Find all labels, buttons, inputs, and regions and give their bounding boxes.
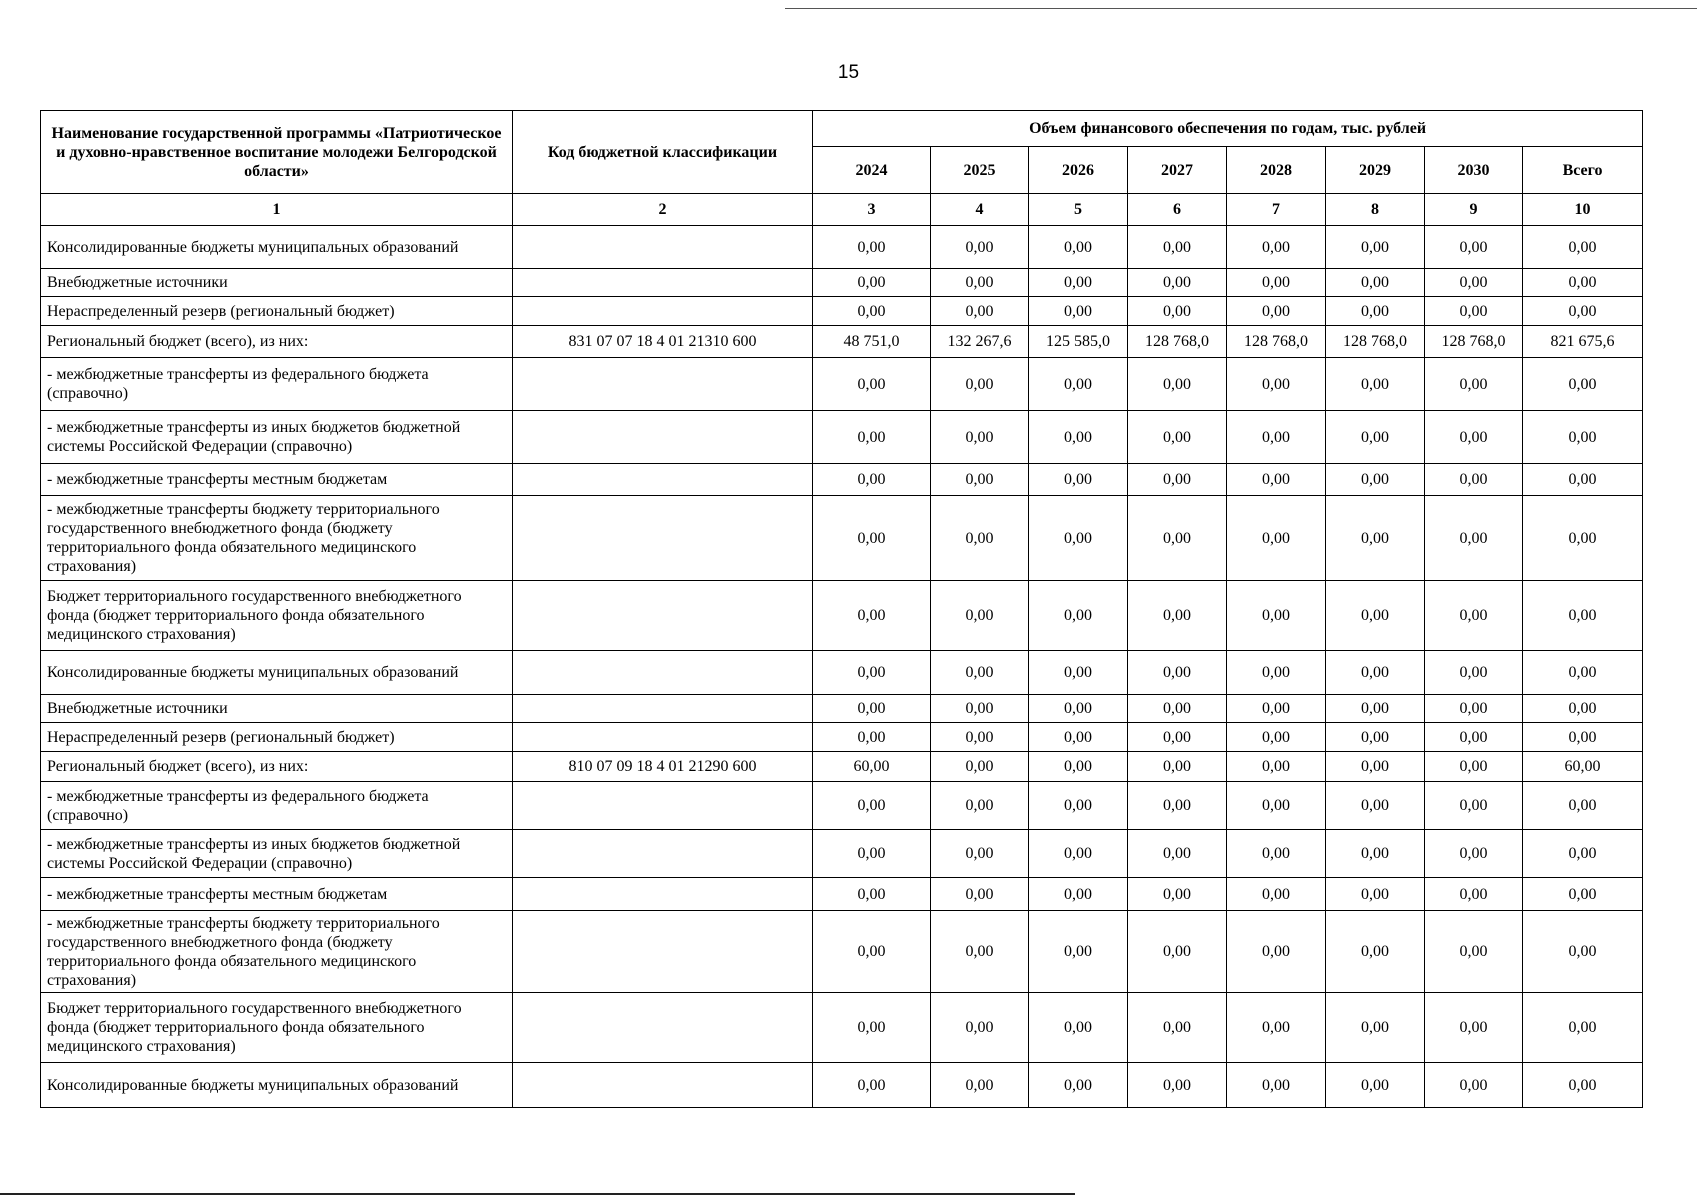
row-year-value: 0,00 (813, 830, 931, 878)
row-budget-code: 810 07 09 18 4 01 21290 600 (513, 752, 813, 782)
row-year-value: 0,00 (931, 911, 1029, 993)
row-budget-code (513, 911, 813, 993)
row-name: - межбюджетные трансферты местным бюджетам (41, 878, 513, 911)
row-year-value: 132 267,6 (931, 326, 1029, 358)
row-year-value: 0,00 (1128, 464, 1227, 496)
row-year-value: 0,00 (1326, 723, 1425, 752)
table-row (41, 358, 1643, 411)
row-year-value: 0,00 (1425, 752, 1523, 782)
row-year-value: 0,00 (1128, 226, 1227, 269)
row-year-value: 0,00 (1128, 269, 1227, 297)
row-year-value: 0,00 (1425, 1063, 1523, 1108)
row-year-value: 0,00 (1128, 752, 1227, 782)
table-row (41, 464, 1643, 496)
row-budget-code (513, 358, 813, 411)
table-row (41, 269, 1643, 297)
row-year-value: 0,00 (1326, 1063, 1425, 1108)
row-budget-code (513, 226, 813, 269)
table-row (41, 496, 1643, 581)
header-row-top (41, 111, 1643, 147)
row-year-value: 0,00 (1326, 651, 1425, 695)
row-year-value: 0,00 (931, 878, 1029, 911)
row-year-value: 0,00 (813, 782, 931, 830)
row-year-value: 0,00 (1227, 297, 1326, 326)
table-row (41, 326, 1643, 358)
header-year: 2027 (1128, 147, 1227, 194)
row-year-value: 125 585,0 (1029, 326, 1128, 358)
row-year-value: 60,00 (813, 752, 931, 782)
row-year-value: 0,00 (1128, 723, 1227, 752)
table-row (41, 723, 1643, 752)
header-year: 2024 (813, 147, 931, 194)
row-year-value: 0,00 (1128, 830, 1227, 878)
row-budget-code (513, 269, 813, 297)
row-name: Внебюджетные источники (41, 695, 513, 723)
row-year-value: 0,00 (1128, 911, 1227, 993)
row-year-value: 0,00 (1326, 581, 1425, 651)
row-year-value: 0,00 (1227, 830, 1326, 878)
row-year-value: 0,00 (1425, 911, 1523, 993)
row-year-value: 0,00 (1425, 464, 1523, 496)
row-year-value: 0,00 (813, 269, 931, 297)
row-year-value: 0,00 (1029, 651, 1128, 695)
table-row (41, 782, 1643, 830)
row-total-value: 60,00 (1523, 752, 1643, 782)
row-year-value: 0,00 (1128, 782, 1227, 830)
row-budget-code (513, 993, 813, 1063)
row-total-value: 0,00 (1523, 993, 1643, 1063)
row-name: - межбюджетные трансферты бюджету территориального государственного внебюджетного фонда (бюджету территориального фонда обязательного медицинского страхования) (41, 496, 513, 581)
row-year-value: 0,00 (1227, 411, 1326, 464)
row-year-value: 128 768,0 (1326, 326, 1425, 358)
column-number: 7 (1227, 194, 1326, 226)
row-year-value: 0,00 (1227, 782, 1326, 830)
row-year-value: 0,00 (1128, 1063, 1227, 1108)
row-year-value: 0,00 (1425, 993, 1523, 1063)
row-total-value: 0,00 (1523, 911, 1643, 993)
row-total-value: 0,00 (1523, 411, 1643, 464)
row-year-value: 0,00 (931, 782, 1029, 830)
row-year-value: 0,00 (813, 993, 931, 1063)
row-year-value: 0,00 (1326, 411, 1425, 464)
row-year-value: 0,00 (1227, 695, 1326, 723)
row-year-value: 0,00 (813, 695, 931, 723)
table-row (41, 411, 1643, 464)
row-year-value: 0,00 (1128, 878, 1227, 911)
row-year-value: 0,00 (813, 226, 931, 269)
row-year-value: 0,00 (1029, 878, 1128, 911)
row-year-value: 0,00 (1128, 297, 1227, 326)
header-budget-code: Код бюджетной классификации (513, 111, 813, 194)
row-year-value: 0,00 (931, 993, 1029, 1063)
row-year-value: 0,00 (1029, 226, 1128, 269)
row-year-value: 0,00 (931, 752, 1029, 782)
row-year-value: 0,00 (1029, 752, 1128, 782)
row-total-value: 0,00 (1523, 269, 1643, 297)
row-year-value: 0,00 (1326, 752, 1425, 782)
row-year-value: 0,00 (1326, 782, 1425, 830)
row-budget-code (513, 723, 813, 752)
row-year-value: 0,00 (1425, 297, 1523, 326)
row-year-value: 0,00 (1227, 723, 1326, 752)
row-budget-code (513, 830, 813, 878)
row-budget-code (513, 782, 813, 830)
row-year-value: 0,00 (1425, 782, 1523, 830)
row-total-value: 0,00 (1523, 581, 1643, 651)
row-year-value: 0,00 (1326, 830, 1425, 878)
page-number: 15 (837, 62, 860, 83)
column-number: 5 (1029, 194, 1128, 226)
row-year-value: 128 768,0 (1128, 326, 1227, 358)
table-row (41, 878, 1643, 911)
row-total-value: 0,00 (1523, 878, 1643, 911)
row-year-value: 0,00 (1029, 1063, 1128, 1108)
row-name: Консолидированные бюджеты муниципальных образований (41, 1063, 513, 1108)
row-total-value: 0,00 (1523, 782, 1643, 830)
header-program-name: Наименование государственной программы «Патриотическое и духовно-нравственное воспитание молодежи Белгородской области» (41, 111, 513, 194)
row-year-value: 0,00 (1128, 651, 1227, 695)
row-year-value: 0,00 (1326, 993, 1425, 1063)
row-year-value: 0,00 (931, 581, 1029, 651)
row-year-value: 0,00 (1227, 651, 1326, 695)
row-name: Бюджет территориального государственного внебюджетного фонда (бюджет территориального фонда обязательного медицинского страхования) (41, 581, 513, 651)
row-year-value: 0,00 (1227, 358, 1326, 411)
row-year-value: 0,00 (1029, 581, 1128, 651)
row-year-value: 0,00 (931, 226, 1029, 269)
row-year-value: 0,00 (1425, 695, 1523, 723)
row-year-value: 0,00 (1029, 496, 1128, 581)
scan-edge-line-top (785, 8, 1697, 9)
row-budget-code: 831 07 07 18 4 01 21310 600 (513, 326, 813, 358)
row-year-value: 128 768,0 (1227, 326, 1326, 358)
row-year-value: 0,00 (931, 651, 1029, 695)
row-year-value: 0,00 (931, 1063, 1029, 1108)
table-row (41, 911, 1643, 993)
row-year-value: 0,00 (1326, 878, 1425, 911)
row-name: - межбюджетные трансферты из иных бюджетов бюджетной системы Российской Федерации (справочно) (41, 830, 513, 878)
row-year-value: 0,00 (813, 911, 931, 993)
row-year-value: 0,00 (813, 723, 931, 752)
row-budget-code (513, 581, 813, 651)
row-total-value: 0,00 (1523, 651, 1643, 695)
row-year-value: 0,00 (1227, 1063, 1326, 1108)
row-year-value: 0,00 (1326, 695, 1425, 723)
row-total-value: 0,00 (1523, 830, 1643, 878)
row-name: Внебюджетные источники (41, 269, 513, 297)
column-number: 10 (1523, 194, 1643, 226)
row-year-value: 0,00 (1227, 496, 1326, 581)
row-year-value: 0,00 (1227, 911, 1326, 993)
row-year-value: 0,00 (813, 581, 931, 651)
row-name: Нераспределенный резерв (региональный бюджет) (41, 297, 513, 326)
column-number: 4 (931, 194, 1029, 226)
financing-table (40, 110, 1643, 1108)
header-total: Всего (1523, 147, 1643, 194)
column-number: 6 (1128, 194, 1227, 226)
row-name: - межбюджетные трансферты бюджету территориального государственного внебюджетного фонда (бюджету территориального фонда обязательного медицинского страхования) (41, 911, 513, 993)
row-year-value: 0,00 (1227, 464, 1326, 496)
row-year-value: 0,00 (931, 496, 1029, 581)
column-number: 8 (1326, 194, 1425, 226)
row-year-value: 0,00 (1029, 723, 1128, 752)
row-year-value: 0,00 (1029, 830, 1128, 878)
row-year-value: 0,00 (931, 464, 1029, 496)
row-name: - межбюджетные трансферты местным бюджетам (41, 464, 513, 496)
row-year-value: 0,00 (1128, 411, 1227, 464)
row-total-value: 0,00 (1523, 496, 1643, 581)
row-year-value: 0,00 (1029, 269, 1128, 297)
row-year-value: 0,00 (1029, 695, 1128, 723)
row-year-value: 0,00 (1425, 411, 1523, 464)
table-row (41, 581, 1643, 651)
row-name: - межбюджетные трансферты из иных бюджетов бюджетной системы Российской Федерации (справочно) (41, 411, 513, 464)
row-year-value: 0,00 (1326, 496, 1425, 581)
header-financing-volume: Объем финансового обеспечения по годам, тыс. рублей (813, 111, 1643, 147)
header-year: 2029 (1326, 147, 1425, 194)
header-year: 2030 (1425, 147, 1523, 194)
row-year-value: 0,00 (1227, 581, 1326, 651)
row-name: - межбюджетные трансферты из федерального бюджета (справочно) (41, 358, 513, 411)
row-year-value: 0,00 (1326, 269, 1425, 297)
row-year-value: 0,00 (1128, 358, 1227, 411)
row-year-value: 0,00 (1128, 496, 1227, 581)
row-year-value: 0,00 (931, 830, 1029, 878)
row-total-value: 0,00 (1523, 1063, 1643, 1108)
row-budget-code (513, 464, 813, 496)
row-year-value: 0,00 (1029, 411, 1128, 464)
row-year-value: 0,00 (1029, 782, 1128, 830)
row-year-value: 0,00 (813, 297, 931, 326)
row-name: Консолидированные бюджеты муниципальных образований (41, 226, 513, 269)
row-year-value: 0,00 (1128, 993, 1227, 1063)
row-year-value: 0,00 (931, 358, 1029, 411)
row-year-value: 0,00 (813, 651, 931, 695)
row-year-value: 0,00 (1029, 993, 1128, 1063)
row-year-value: 0,00 (1227, 993, 1326, 1063)
row-year-value: 0,00 (1128, 581, 1227, 651)
row-year-value: 0,00 (813, 496, 931, 581)
column-number: 1 (41, 194, 513, 226)
column-number: 3 (813, 194, 931, 226)
row-year-value: 0,00 (1128, 695, 1227, 723)
row-year-value: 0,00 (1425, 651, 1523, 695)
row-year-value: 0,00 (1227, 269, 1326, 297)
row-year-value: 0,00 (813, 411, 931, 464)
row-total-value: 821 675,6 (1523, 326, 1643, 358)
table-body (41, 226, 1643, 1108)
row-year-value: 0,00 (931, 695, 1029, 723)
row-year-value: 0,00 (1029, 358, 1128, 411)
row-year-value: 0,00 (813, 464, 931, 496)
row-total-value: 0,00 (1523, 695, 1643, 723)
table-row (41, 830, 1643, 878)
row-budget-code (513, 297, 813, 326)
row-total-value: 0,00 (1523, 723, 1643, 752)
row-year-value: 0,00 (931, 411, 1029, 464)
row-year-value: 0,00 (813, 1063, 931, 1108)
scan-edge-line-bottom (0, 1193, 1075, 1195)
row-budget-code (513, 496, 813, 581)
row-total-value: 0,00 (1523, 226, 1643, 269)
table-row (41, 695, 1643, 723)
row-year-value: 0,00 (1227, 752, 1326, 782)
header-year: 2025 (931, 147, 1029, 194)
table-row (41, 297, 1643, 326)
row-year-value: 0,00 (1425, 581, 1523, 651)
table-row (41, 752, 1643, 782)
row-name: Нераспределенный резерв (региональный бюджет) (41, 723, 513, 752)
column-number: 2 (513, 194, 813, 226)
table-row (41, 993, 1643, 1063)
row-year-value: 0,00 (1227, 878, 1326, 911)
row-budget-code (513, 411, 813, 464)
row-year-value: 0,00 (813, 878, 931, 911)
row-year-value: 0,00 (1029, 297, 1128, 326)
table-row (41, 651, 1643, 695)
row-year-value: 0,00 (1029, 464, 1128, 496)
row-name: - межбюджетные трансферты из федерального бюджета (справочно) (41, 782, 513, 830)
row-year-value: 0,00 (1029, 911, 1128, 993)
row-year-value: 0,00 (1326, 226, 1425, 269)
row-total-value: 0,00 (1523, 358, 1643, 411)
row-year-value: 0,00 (1326, 464, 1425, 496)
row-year-value: 0,00 (1326, 358, 1425, 411)
row-year-value: 0,00 (1425, 358, 1523, 411)
row-total-value: 0,00 (1523, 297, 1643, 326)
row-year-value: 0,00 (931, 297, 1029, 326)
row-year-value: 0,00 (1425, 878, 1523, 911)
row-year-value: 48 751,0 (813, 326, 931, 358)
table-row (41, 1063, 1643, 1108)
row-year-value: 0,00 (1425, 496, 1523, 581)
row-year-value: 0,00 (813, 358, 931, 411)
table-row (41, 226, 1643, 269)
header-year: 2028 (1227, 147, 1326, 194)
row-name: Региональный бюджет (всего), из них: (41, 752, 513, 782)
row-year-value: 0,00 (1425, 723, 1523, 752)
row-year-value: 0,00 (931, 723, 1029, 752)
row-year-value: 0,00 (1425, 830, 1523, 878)
row-year-value: 0,00 (1326, 297, 1425, 326)
row-year-value: 0,00 (1326, 911, 1425, 993)
row-name: Консолидированные бюджеты муниципальных образований (41, 651, 513, 695)
row-budget-code (513, 651, 813, 695)
row-budget-code (513, 1063, 813, 1108)
column-number: 9 (1425, 194, 1523, 226)
row-year-value: 0,00 (1425, 269, 1523, 297)
row-total-value: 0,00 (1523, 464, 1643, 496)
row-year-value: 0,00 (1227, 226, 1326, 269)
row-year-value: 0,00 (931, 269, 1029, 297)
row-year-value: 0,00 (1425, 226, 1523, 269)
row-budget-code (513, 878, 813, 911)
row-budget-code (513, 695, 813, 723)
header-year: 2026 (1029, 147, 1128, 194)
row-year-value: 128 768,0 (1425, 326, 1523, 358)
row-name: Региональный бюджет (всего), из них: (41, 326, 513, 358)
row-name: Бюджет территориального государственного внебюджетного фонда (бюджет территориального фонда обязательного медицинского страхования) (41, 993, 513, 1063)
column-numbers-row (41, 194, 1643, 226)
